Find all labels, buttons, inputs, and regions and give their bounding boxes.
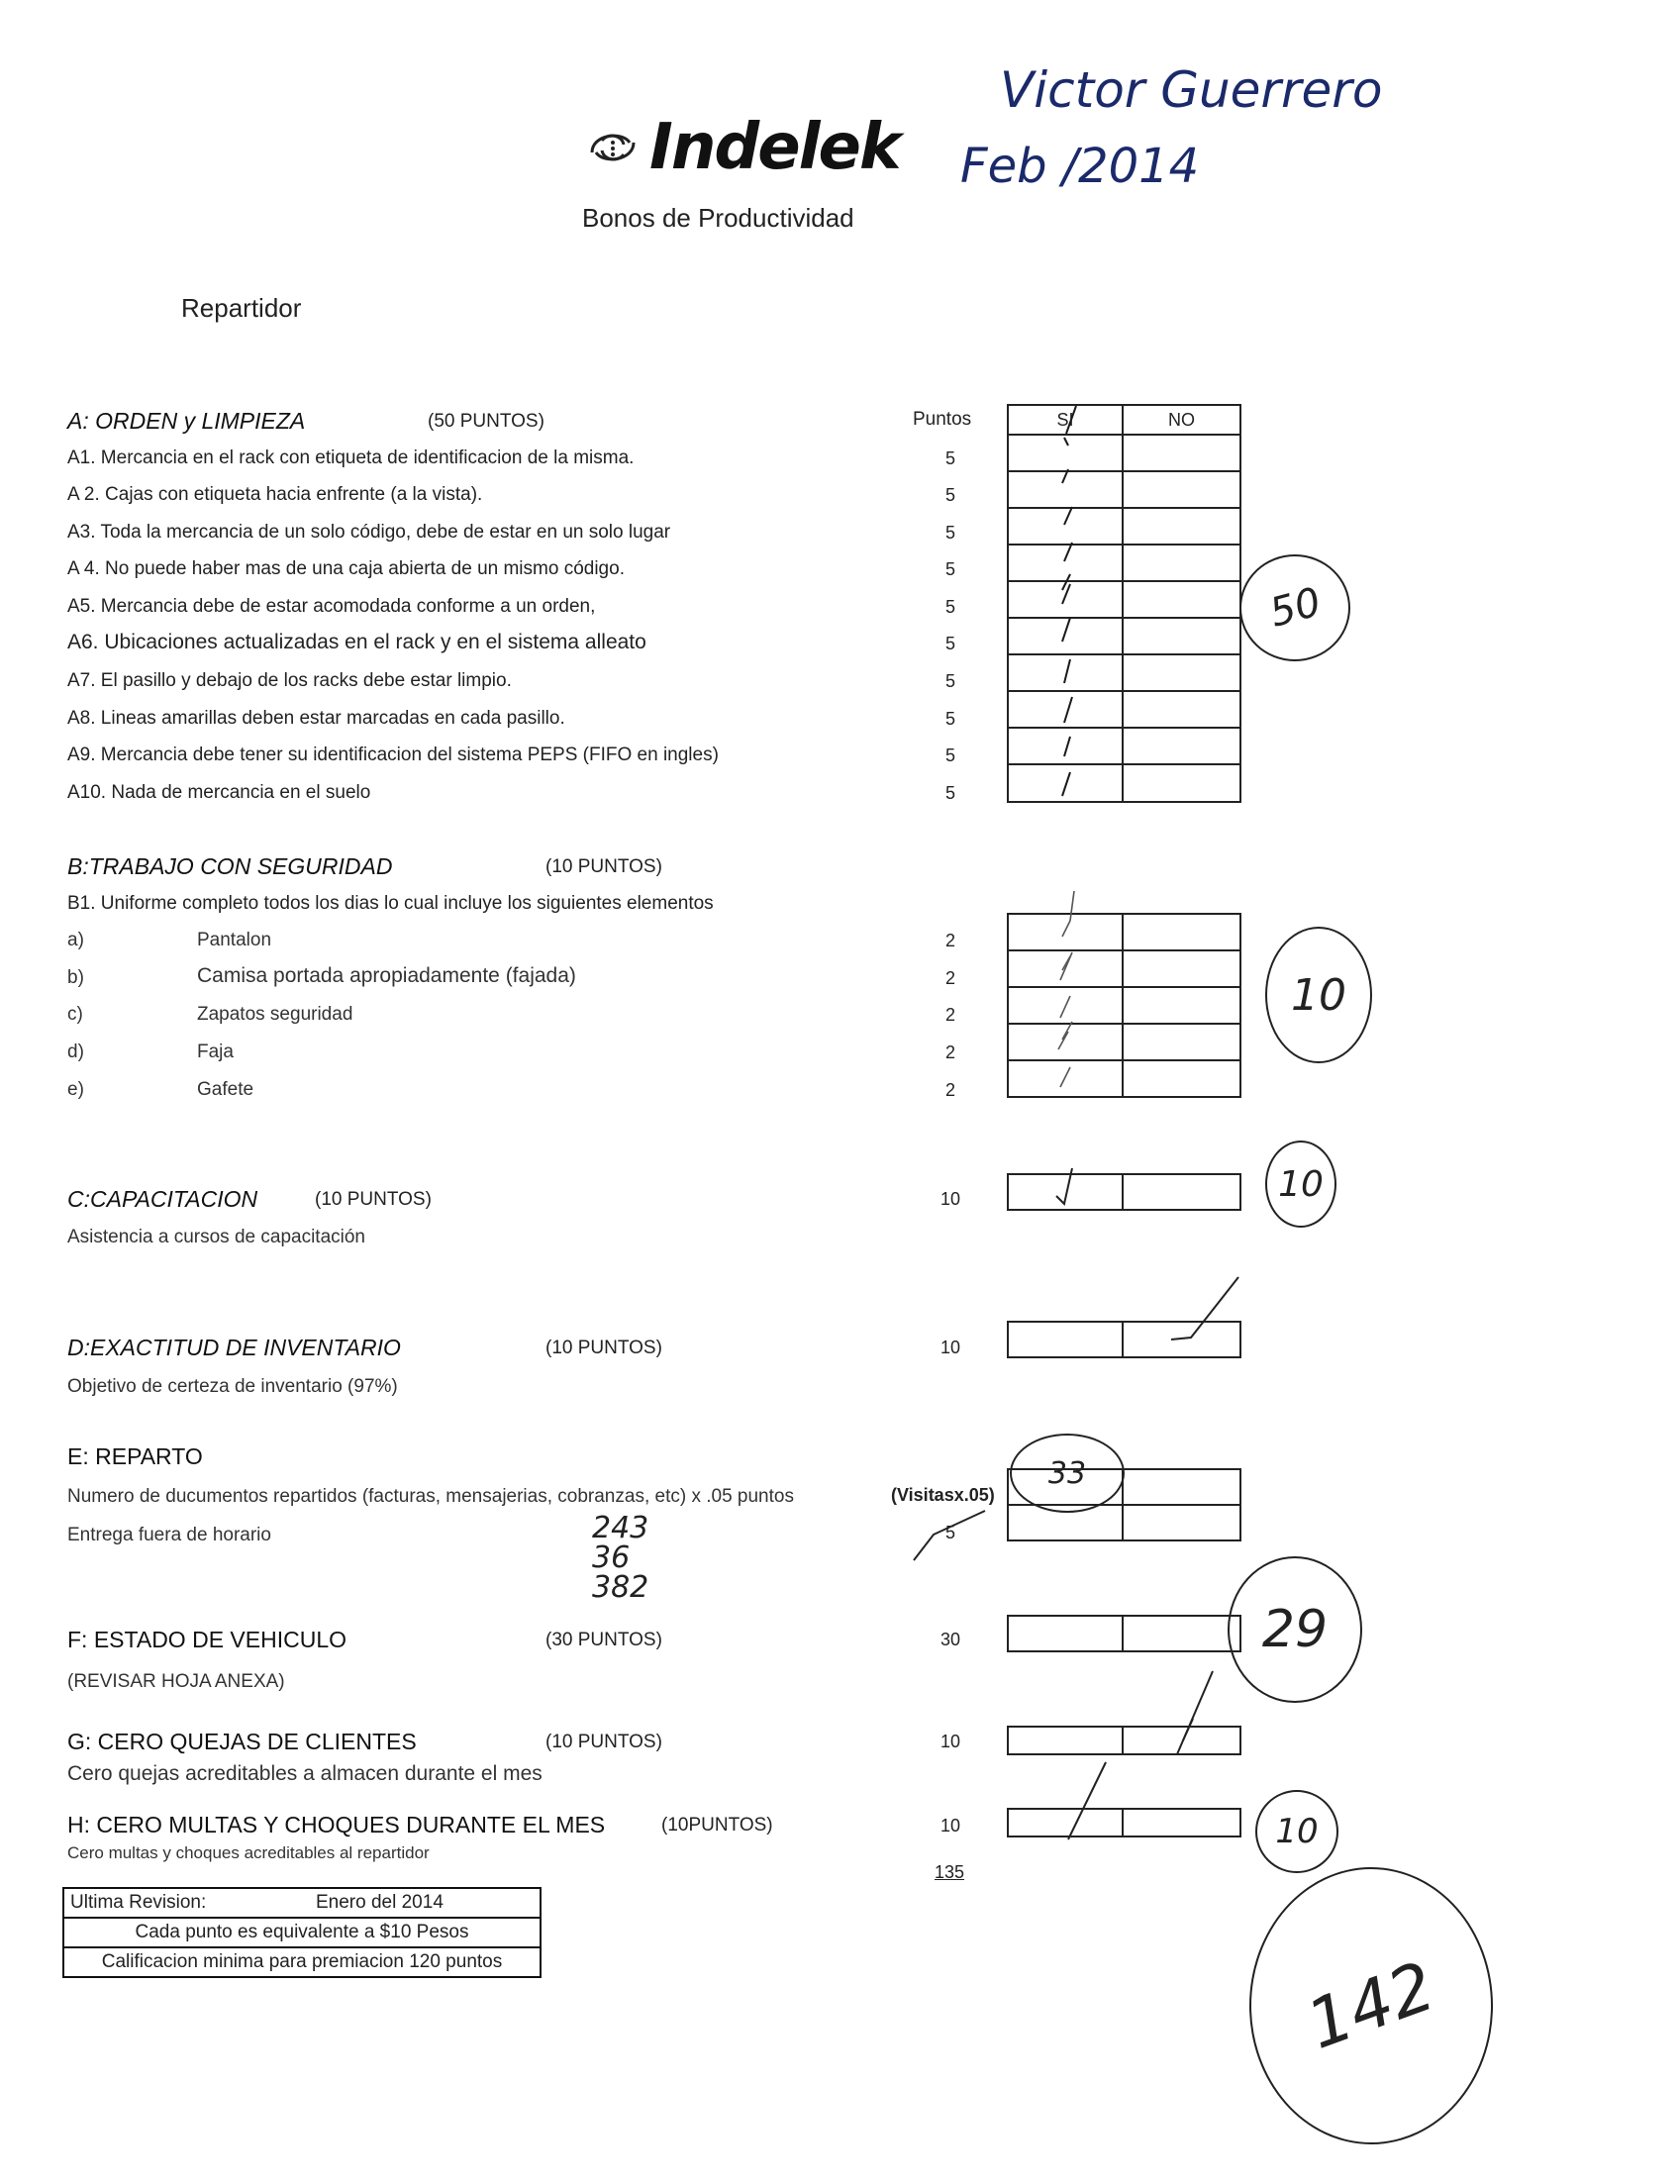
check-mark-g (1122, 1663, 1250, 1762)
section-b-item: Pantalon (197, 930, 272, 950)
no-cell[interactable] (1122, 470, 1241, 509)
footer-box (62, 1887, 542, 1978)
item-points: 5 (944, 634, 955, 653)
section-g-points: (10 PUNTOS) (545, 1732, 662, 1752)
grand-total-score: 142 (1249, 1867, 1493, 2144)
section-b-item: Zapatos seguridad (197, 1004, 353, 1025)
section-g-desc: Cero quejas acreditables a almacen durante el mes (67, 1762, 543, 1785)
no-cell[interactable] (1122, 986, 1241, 1025)
tally-3: 382 (592, 1570, 649, 1605)
section-c-desc: Asistencia a cursos de capacitación (67, 1227, 365, 1247)
no-cell[interactable] (1122, 653, 1241, 692)
item-points: 2 (944, 968, 955, 988)
check-marks-b (1007, 891, 1126, 1109)
item-points: 5 (944, 783, 955, 803)
no-cell[interactable] (1122, 1023, 1241, 1061)
visitas-label: (Visitasx.05) (891, 1485, 995, 1505)
section-a-item: A8. Lineas amarillas deben estar marcadas en cada pasillo. (67, 708, 565, 729)
si-cell[interactable] (1007, 1321, 1124, 1358)
section-d-title: D:EXACTITUD DE INVENTARIO (67, 1335, 401, 1360)
logo-text: Indelek (649, 111, 900, 184)
section-d-points: (10 PUNTOS) (545, 1338, 662, 1358)
section-b-letter: c) (67, 1004, 83, 1025)
section-b-letter: d) (67, 1042, 84, 1062)
si-cell[interactable] (1007, 1726, 1124, 1755)
section-b-letter: b) (67, 967, 84, 988)
section-h-score: 10 (1255, 1790, 1338, 1873)
section-a-points: (50 PUNTOS) (428, 411, 544, 432)
item-points: 2 (944, 1005, 955, 1025)
no-cell[interactable] (1122, 1468, 1241, 1506)
no-cell[interactable] (1122, 1059, 1241, 1098)
section-b-points: (10 PUNTOS) (545, 856, 662, 877)
section-c-score: 10 (1265, 1141, 1336, 1228)
section-f-title: F: ESTADO DE VEHICULO (67, 1627, 347, 1652)
no-cell[interactable] (1122, 763, 1241, 803)
section-b-item: Camisa portada apropiadamente (fajada) (197, 964, 576, 987)
section-g-title: G: CERO QUEJAS DE CLIENTES (67, 1729, 417, 1754)
handwritten-date: Feb /2014 (960, 139, 1200, 194)
puntos-header: Puntos (913, 409, 972, 430)
section-e-score: 33 (1010, 1434, 1125, 1513)
section-h-points: (10PUNTOS) (661, 1815, 773, 1836)
no-cell[interactable] (1122, 580, 1241, 619)
section-c-title: C:CAPACITACION (67, 1186, 258, 1212)
section-b-letter: e) (67, 1079, 84, 1100)
no-cell[interactable] (1122, 617, 1241, 655)
section-b-letter: a) (67, 930, 84, 950)
item-points: 2 (944, 1042, 955, 1062)
role-title: Repartidor (181, 293, 302, 323)
section-b-title: B:TRABAJO CON SEGURIDAD (67, 853, 393, 879)
no-cell[interactable] (1122, 1808, 1241, 1837)
si-header: SI (1056, 410, 1074, 430)
visitas-value: 5 (944, 1523, 955, 1542)
section-d-desc: Objetivo de certeza de inventario (97%) (67, 1376, 398, 1397)
no-cell[interactable] (1122, 949, 1241, 988)
item-points: 5 (944, 448, 955, 468)
no-cell[interactable] (1122, 913, 1241, 951)
section-a-item: A1. Mercancia en el rack con etiqueta de identificacion de la misma. (67, 447, 635, 468)
item-points: 5 (944, 523, 955, 543)
no-header: NO (1168, 410, 1195, 430)
item-points: 5 (944, 745, 955, 765)
item-points: 2 (944, 931, 955, 950)
check-mark-c (1007, 1139, 1126, 1218)
company-logo (582, 111, 900, 184)
revision-date: Enero del 2014 (316, 1892, 444, 1913)
section-b-intro: B1. Uniforme completo todos los dias lo cual incluye los siguientes elementos (67, 893, 714, 914)
no-cell[interactable] (1122, 544, 1241, 582)
check-marks-a (1007, 396, 1126, 812)
page-title: Bonos de Productividad (582, 203, 854, 233)
section-f-points: (30 PUNTOS) (545, 1630, 662, 1650)
section-b-item: Gafete (197, 1079, 254, 1100)
section-g-pts: 10 (939, 1732, 961, 1751)
section-e-title: E: REPARTO (67, 1443, 203, 1469)
no-cell[interactable] (1122, 1173, 1241, 1211)
section-a-item: A7. El pasillo y debajo de los racks debe estar limpio. (67, 670, 512, 691)
section-a-item: A 2. Cajas con etiqueta hacia enfrente (a la vista). (67, 484, 483, 505)
item-points: 5 (944, 671, 955, 691)
section-d-pts: 10 (939, 1338, 961, 1357)
section-b-score: 10 (1265, 927, 1372, 1063)
check-mark-h (1007, 1752, 1126, 1851)
swirl-icon (582, 123, 643, 172)
section-a-item: A3. Toda la mercancia de un solo código, debe de estar en un solo lugar (67, 522, 671, 543)
section-e-desc: Numero de ducumentos repartidos (facturas, mensajerias, cobranzas, etc) x .05 puntos (67, 1486, 794, 1507)
section-a-item: A 4. No puede haber mas de una caja abierta de un mismo código. (67, 558, 625, 579)
section-a-score: 50 (1239, 554, 1350, 661)
section-c-pts: 10 (939, 1189, 961, 1209)
section-a-item: A10. Nada de mercancia en el suelo (67, 782, 371, 803)
no-header-cell (1122, 404, 1241, 436)
section-h-pts: 10 (939, 1816, 961, 1836)
no-cell[interactable] (1122, 1615, 1241, 1652)
item-points: 5 (944, 709, 955, 729)
item-points: 5 (944, 559, 955, 579)
check-mark-d (1122, 1272, 1250, 1361)
footer-min-score: Calificacion minima para premiacion 120 puntos (101, 1951, 503, 1972)
section-h-title: H: CERO MULTAS Y CHOQUES DURANTE EL MES (67, 1812, 606, 1837)
no-cell[interactable] (1122, 690, 1241, 729)
section-a-item: A6. Ubicaciones actualizadas en el rack y en el sistema alleato (67, 631, 646, 653)
item-points: 5 (944, 485, 955, 505)
revision-label: Ultima Revision: (70, 1892, 207, 1913)
section-h-desc: Cero multas y choques acreditables al repartidor (67, 1843, 430, 1862)
no-cell[interactable] (1122, 507, 1241, 546)
slash-mark-e (906, 1505, 995, 1564)
no-cell[interactable] (1122, 727, 1241, 765)
section-a-item: A9. Mercancia debe tener su identificacion del sistema PEPS (FIFO en ingles) (67, 745, 719, 765)
section-a-item: A5. Mercancia debe de estar acomodada conforme a un orden, (67, 596, 596, 617)
section-f-score: 29 (1228, 1556, 1362, 1703)
section-f-desc: (REVISAR HOJA ANEXA) (67, 1671, 285, 1692)
item-points: 5 (944, 597, 955, 617)
si-cell[interactable] (1007, 1615, 1124, 1652)
no-cell[interactable] (1122, 434, 1241, 472)
section-a-title: A: ORDEN y LIMPIEZA (67, 408, 306, 434)
no-cell[interactable] (1122, 1504, 1241, 1541)
section-f-pts: 30 (939, 1630, 961, 1649)
footer-point-value: Cada punto es equivalente a $10 Pesos (64, 1919, 540, 1948)
tally-2: 36 (592, 1540, 631, 1575)
tally-1: 243 (592, 1511, 649, 1545)
section-e-desc2: Entrega fuera de horario (67, 1525, 271, 1545)
item-points: 2 (944, 1080, 955, 1100)
handwritten-name: Victor Guerrero (1000, 61, 1383, 119)
footer-revision (64, 1889, 540, 1919)
section-b-item: Faja (197, 1042, 234, 1062)
section-c-points: (10 PUNTOS) (315, 1189, 432, 1210)
total-points: 135 (935, 1862, 965, 1882)
